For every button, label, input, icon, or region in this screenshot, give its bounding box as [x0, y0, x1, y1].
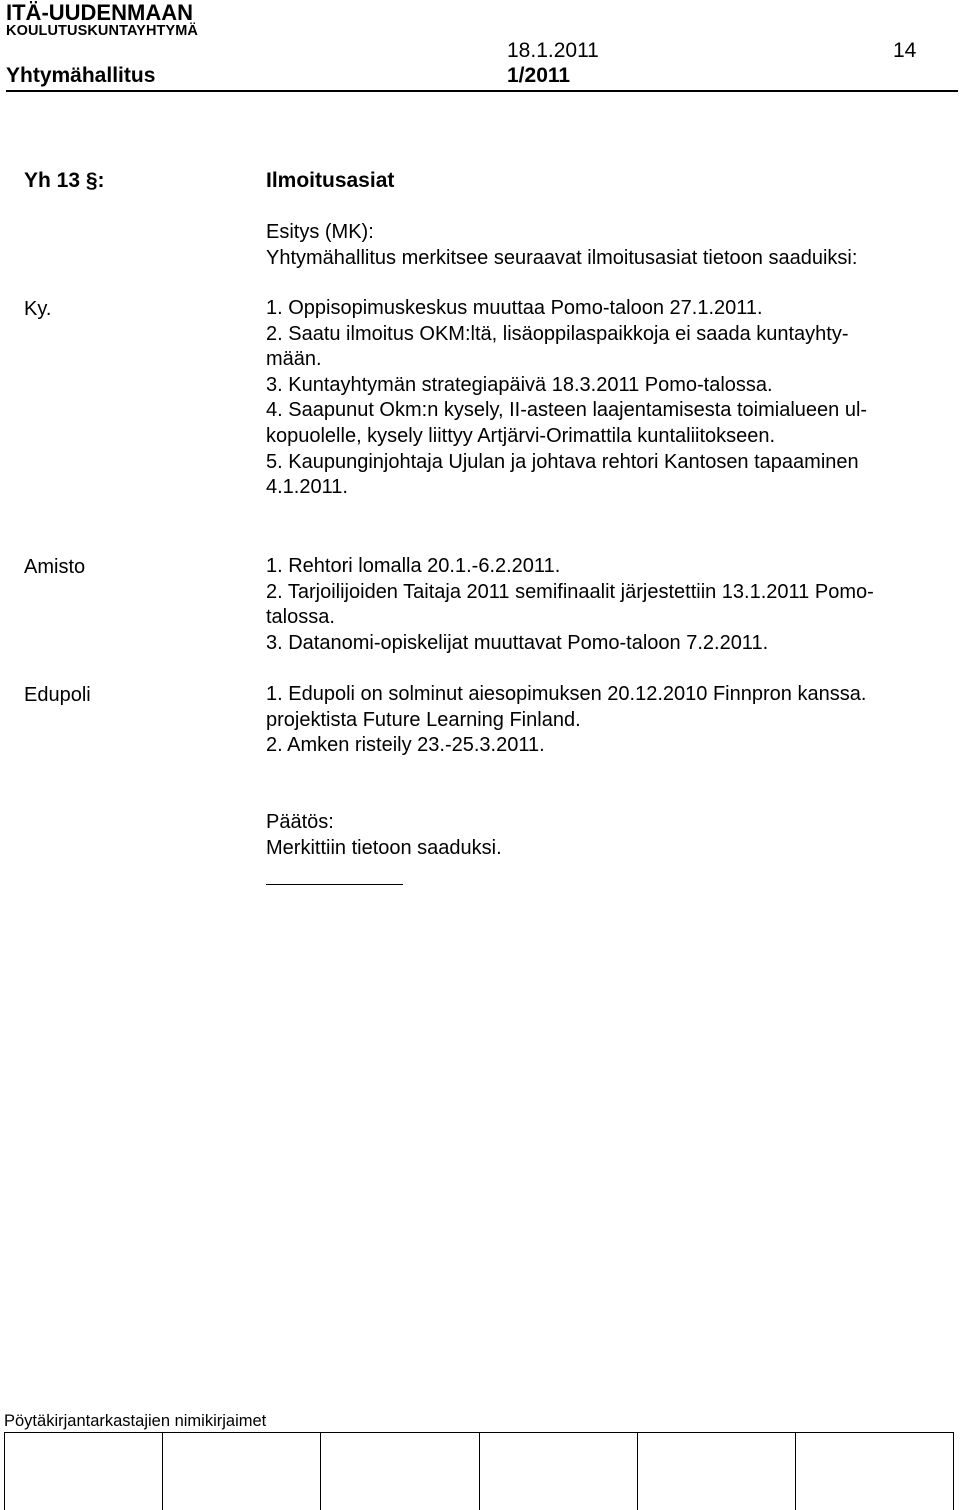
footer-label: Pöytäkirjantarkastajien nimikirjaimet: [4, 1412, 267, 1430]
decision-label: Päätös:: [266, 811, 334, 833]
group-items-amisto: [266, 554, 956, 656]
list-item: 1. Oppisopimuskeskus muuttaa Pomo-taloon 27.1.2011.: [266, 297, 763, 319]
proposal-block: [266, 220, 956, 271]
governing-body: Yhtymähallitus: [6, 64, 156, 87]
group-items-edupoli: [266, 682, 956, 759]
list-item: 4. Saapunut Okm:n kysely, II-asteen laajentamisesta toimialueen ul-: [266, 399, 868, 422]
list-item: 2. Amken risteily 23.-25.3.2011.: [266, 734, 545, 757]
list-item: 3. Kuntayhtymän strategiapäivä 18.3.2011 Pomo-talossa.: [266, 373, 773, 396]
initials-cell: [796, 1433, 953, 1510]
list-item: 2. Saatu ilmoitus OKM:ltä, lisäoppilaspaikkoja ei saada kuntayhty-: [266, 322, 849, 345]
list-item: 3. Datanomi-opiskelijat muuttavat Pomo-taloon 7.2.2011.: [266, 631, 769, 654]
section-title: Ilmoitusasiat: [266, 169, 395, 192]
header-divider: [6, 90, 958, 92]
meeting-issue: 1/2011: [507, 64, 571, 87]
initials-cell: [638, 1433, 796, 1510]
decision-text: Merkittiin tietoon saaduksi.: [266, 836, 502, 859]
page-number: 14: [893, 39, 917, 62]
list-item: 2. Tarjoilijoiden Taitaja 2011 semifinaalit järjestettiin 13.1.2011 Pomo-: [266, 580, 874, 603]
group-label-amisto: Amisto: [24, 556, 86, 578]
decision-block: [266, 810, 956, 861]
organization-name: ITÄ-UUDENMAAN: [6, 0, 193, 25]
list-item: 1. Edupoli on solminut aiesopimuksen 20.12.2010 Finnpron kanssa.: [266, 683, 867, 705]
signature-line: [266, 884, 403, 885]
group-label-ky: Ky.: [24, 298, 52, 320]
proposal-label: Esitys (MK):: [266, 221, 374, 243]
list-item: 4.1.2011.: [266, 476, 348, 499]
list-item: talossa.: [266, 606, 335, 629]
section-number: Yh 13 §:: [24, 169, 105, 192]
list-item: projektista Future Learning Finland.: [266, 708, 581, 731]
group-label-edupoli: Edupoli: [24, 684, 91, 706]
initials-cell: [321, 1433, 479, 1510]
list-item: kopuolelle, kysely liittyy Artjärvi-Orimattila kuntaliitokseen.: [266, 424, 776, 447]
group-items-ky: [266, 296, 956, 501]
initials-cell: [480, 1433, 638, 1510]
meeting-date: 18.1.2011: [507, 39, 599, 62]
list-item: 1. Rehtori lomalla 20.1.-6.2.2011.: [266, 555, 561, 577]
initials-table: [4, 1432, 954, 1510]
organization-subtitle: KOULUTUSKUNTAYHTYMÄ: [6, 23, 199, 39]
initials-cell: [5, 1433, 163, 1510]
list-item: mään.: [266, 348, 322, 371]
initials-cell: [163, 1433, 321, 1510]
list-item: 5. Kaupunginjohtaja Ujulan ja johtava rehtori Kantosen tapaaminen: [266, 450, 859, 473]
proposal-text: Yhtymähallitus merkitsee seuraavat ilmoitusasiat tietoon saaduiksi:: [266, 246, 858, 269]
